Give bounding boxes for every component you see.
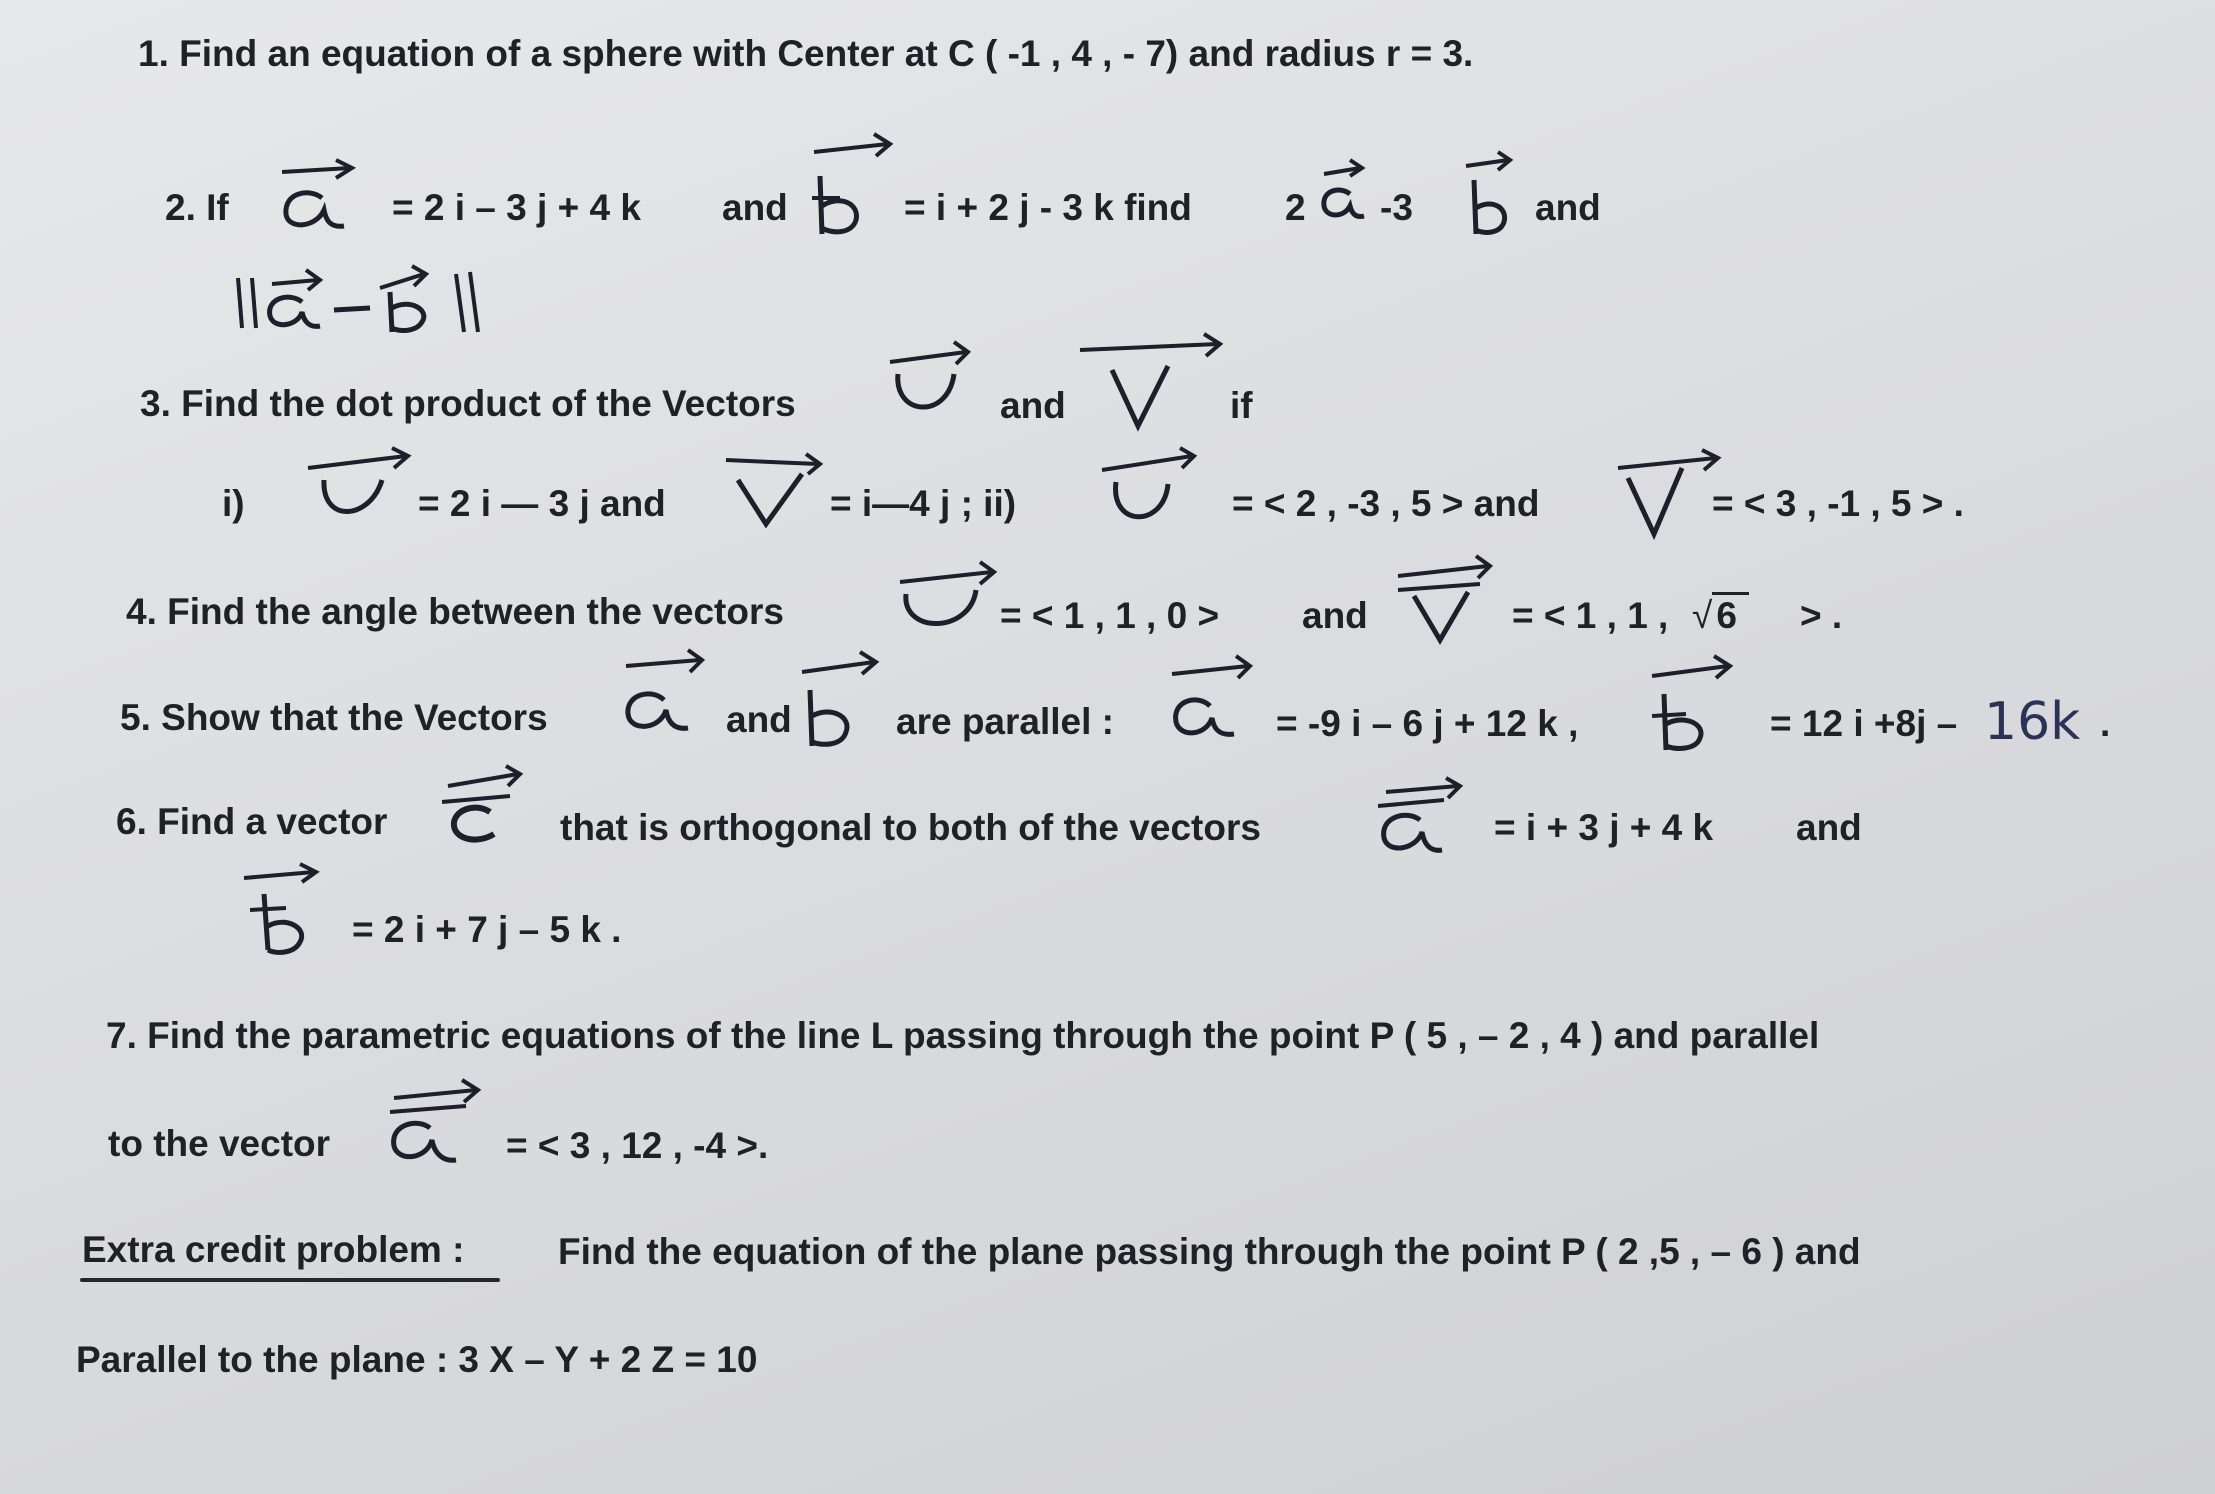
extra-credit-label: Extra credit problem : — [82, 1229, 465, 1270]
problem-6-middle-text: that is orthogonal to both of the vectors — [560, 807, 1261, 848]
vector-v-handwritten — [1072, 330, 1232, 435]
problem-5-b-equation: = 12 i +8j – — [1770, 703, 1958, 744]
vector-a-problem-6-handwritten — [1370, 776, 1470, 871]
problem-3-part-i-u: = 2 i — 3 j and — [418, 483, 666, 524]
vector-u-part-ii-handwritten — [1096, 448, 1206, 543]
problem-5-intro: 5. Show that the Vectors — [120, 697, 548, 738]
vector-v-problem-4-handwritten — [1392, 552, 1502, 647]
vector-u-part-i-handwritten — [300, 446, 420, 531]
problem-4-sqrt-argument: 6 — [1712, 592, 1749, 636]
problem-6-and: and — [1796, 807, 1862, 848]
problem-3-part-ii-u: = < 2 , -3 , 5 > and — [1232, 483, 1540, 524]
vector-v-part-i-handwritten — [722, 450, 832, 535]
problem-4-intro: 4. Find the angle between the vectors — [126, 591, 784, 632]
problem-4-and: and — [1302, 595, 1368, 636]
problem-3-part-ii-v: = < 3 , -1 , 5 > . — [1712, 483, 1964, 524]
vector-a-problem-5b-handwritten — [1162, 652, 1262, 757]
problem-3-if: if — [1230, 385, 1253, 426]
problem-5-are-parallel: are parallel : — [896, 701, 1115, 742]
problem-5-and: and — [726, 699, 792, 740]
problem-3-intro: 3. Find the dot product of the Vectors — [140, 383, 796, 424]
problem-7-line-1: 7. Find the parametric equations of the line L passing through the point P ( 5 , – 2 , 4 ) and parallel — [106, 1015, 1820, 1056]
problem-4-u-equation: = < 1 , 1 , 0 > — [1000, 595, 1220, 636]
problem-2-number: 2. If — [165, 187, 229, 228]
problem-2-and-2: and — [1535, 187, 1601, 228]
vector-a-small-handwritten — [1310, 160, 1370, 235]
vector-b-problem-5b-handwritten — [1646, 654, 1736, 759]
problem-6-intro: 6. Find a vector — [116, 801, 388, 842]
vector-b-small-handwritten — [1462, 150, 1522, 245]
problem-1: 1. Find an equation of a sphere with Center at C ( -1 , 4 , - 7) and radius r = 3. — [138, 33, 1474, 74]
extra-credit-underline — [80, 1278, 500, 1282]
problem-2-b-equation: = i + 2 j - 3 k find — [904, 187, 1192, 228]
vector-a-problem-5-handwritten — [614, 644, 714, 749]
vector-c-handwritten — [430, 764, 530, 859]
problem-3-and: and — [1000, 385, 1066, 426]
problem-7-line-2-start: to the vector — [108, 1123, 331, 1164]
vector-a-handwritten — [272, 158, 372, 243]
problem-2-and-1: and — [722, 187, 788, 228]
problem-2-a-equation: = 2 i – 3 j + 4 k — [392, 187, 641, 228]
vector-u-problem-4-handwritten — [896, 554, 1006, 649]
problem-2-coefficient-minus-3: -3 — [1380, 187, 1413, 228]
problem-3-part-i-label: i) — [222, 483, 245, 524]
extra-credit-line-2: Parallel to the plane : 3 X – Y + 2 Z = 10 — [76, 1339, 758, 1380]
vector-u-handwritten — [884, 340, 984, 435]
vector-b-problem-5-handwritten — [800, 650, 880, 755]
problem-4-sqrt: √ 6 — [1692, 594, 1749, 638]
problem-6-a-equation: = i + 3 j + 4 k — [1494, 807, 1714, 848]
problem-4-v-equation-start: = < 1 , 1 , — [1512, 595, 1669, 636]
problem-7-line-2-end: = < 3 , 12 , -4 >. — [506, 1125, 769, 1166]
vector-b-handwritten — [810, 134, 900, 249]
norm-a-minus-b-handwritten — [230, 262, 520, 347]
problem-5-a-equation: = -9 i – 6 j + 12 k , — [1276, 703, 1579, 744]
problem-4-v-equation-end: > . — [1800, 595, 1843, 636]
problem-5-end-dot: . — [2100, 703, 2111, 744]
vector-b-problem-6-handwritten — [240, 864, 330, 969]
problem-5-handwritten-16k: 16k — [1984, 692, 2081, 752]
extra-credit-text: Find the equation of the plane passing through the point P ( 2 ,5 , – 6 ) and — [558, 1231, 1861, 1272]
problem-3-part-i-v: = i—4 j ; ii) — [830, 483, 1017, 524]
vector-a-problem-7-handwritten — [380, 1078, 490, 1183]
problem-2-coefficient-2: 2 — [1285, 187, 1306, 228]
problem-6-b-equation: = 2 i + 7 j – 5 k . — [352, 909, 622, 950]
